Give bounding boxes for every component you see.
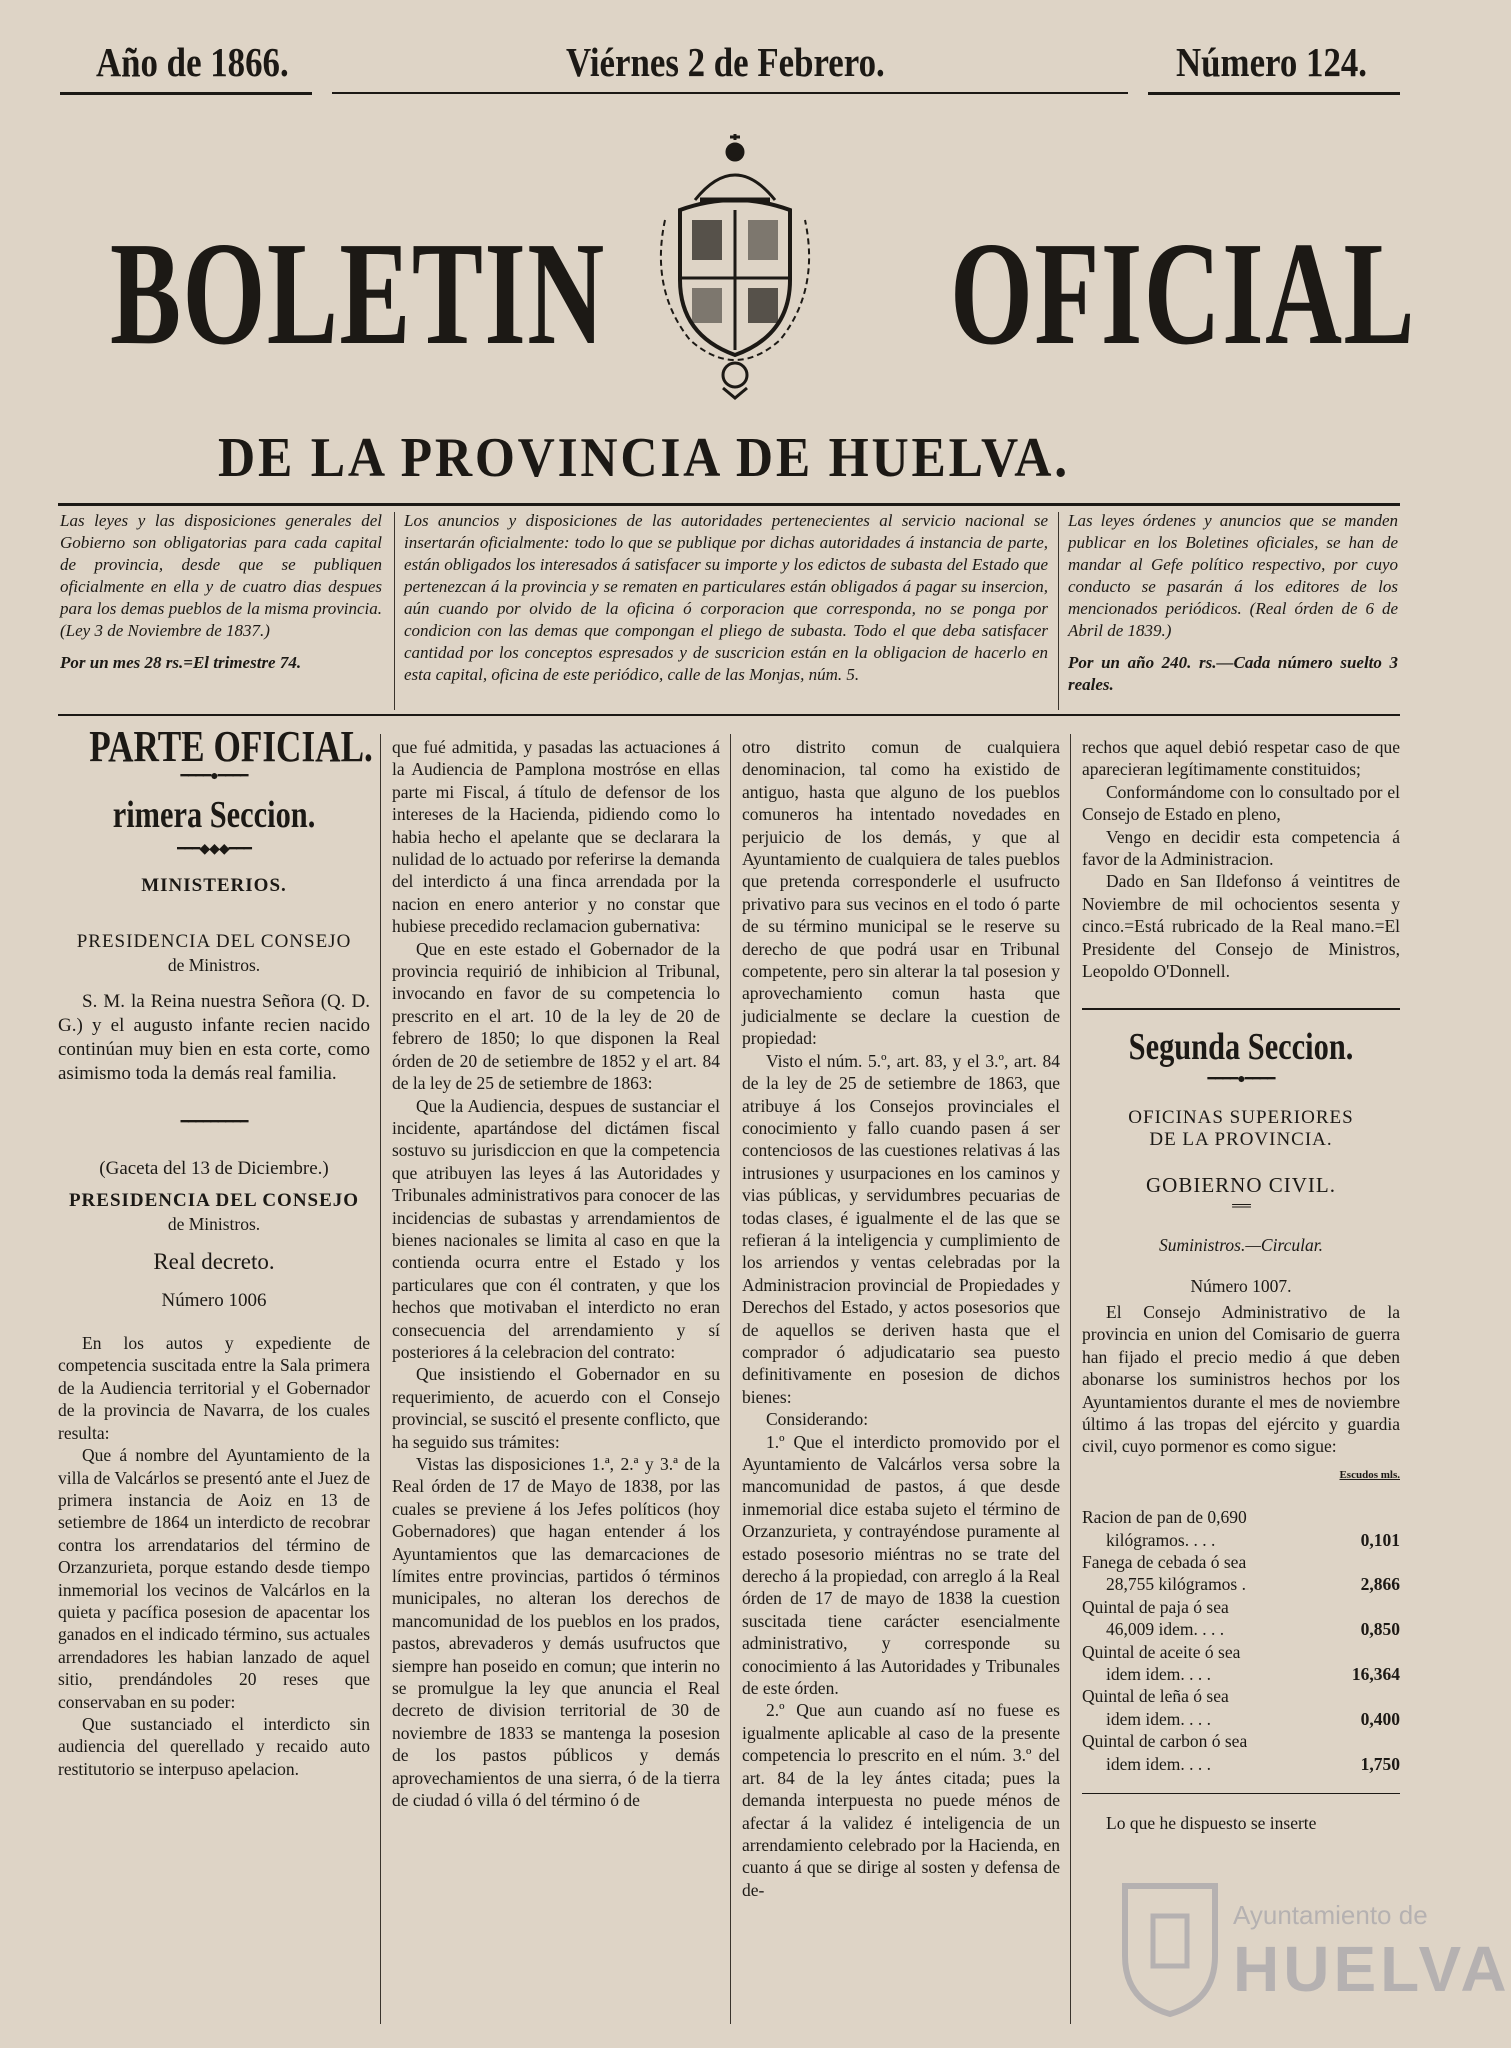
price-item-detail: idem idem. . . . xyxy=(1106,1664,1211,1684)
paragraph: Que sustanciado el interdicto sin audiencia del querellado y recaido auto restitutorio se interpuso apelacion. xyxy=(58,1713,370,1779)
price-item-line xyxy=(1082,1753,1400,1775)
price-item-detail: idem idem. . . . xyxy=(1106,1708,1211,1729)
circular-number: Número 1007. xyxy=(1190,1275,1292,1296)
price-item-detail: 28,755 kilógramos . xyxy=(1106,1574,1246,1595)
paragraph: Vistas las disposiciones 1.ª, 2.ª y 3.ª de la Real órden de 17 de Mayo de 1838, por las cuales se previene á los Jefes políticos (hoy Gobernadores) que hagan entender á los Ayuntamientos que las demarcaciones de límites entre provincias, partidos ó términos municipales, no alteran los derechos de mancomunidad de los pueblos en los prados, pastos, abrevaderos y demás usufructos que siempre han poseido en comun; que interin no se promulgue la ley que anuncia el Real decreto de division territorial de 30 de noviembre de 1833 se mantenga la posesion de los pastos públicos y demás aprovechamientos de una sierra, ó de la tierra de ciudad ó villa ó del término ó de xyxy=(392,1454,720,1811)
price-item-value: 0,101 xyxy=(1360,1529,1400,1550)
price-item-value: 0,850 xyxy=(1360,1619,1400,1640)
price-item-detail: kilógramos. . . . xyxy=(1106,1529,1216,1550)
ayuntamiento-watermark xyxy=(1115,1856,1511,2026)
coat-of-arms-icon xyxy=(640,130,830,400)
masthead-rule-left xyxy=(60,92,312,95)
column-1 xyxy=(58,722,373,1780)
notice-top-rule xyxy=(58,503,1400,506)
price-item-label: Quintal de leña ó sea xyxy=(1082,1686,1229,1707)
price-item-line xyxy=(1082,1618,1400,1640)
title-provincia: DE LA PROVINCIA DE HUELVA. xyxy=(218,427,1070,489)
paragraph: Que la Audiencia, despues de sustanciar el incidente, apartándose del dictámen fiscal sostuvo su jurisdiccion en que la competencia que atribuyen las leyes á las Autoridades y Tribunales administrativos para conocer de las incidencias de subastas y arrendamientos de bienes nacionales se limita al caso en que la contienda ocurra entre el Estado y los particulares que con él contraten, y que los hechos que motivaban el interdicto no eran consecuencia del arrendamiento y sí posteriores á la celebracion del contrato: xyxy=(392,1095,720,1362)
column-divider-1 xyxy=(380,734,381,2024)
oficinas-heading: OFICINAS SUPERIORES DE LA PROVINCIA. xyxy=(1128,1106,1354,1151)
column-2 xyxy=(392,736,720,1812)
ornament-divider: ━━━━━━━━━ xyxy=(180,1115,248,1131)
paragraph: En los autos y expediente de competencia suscitada entre la Sala primera de la Audiencia territorial y el Gobernador de la provincia de Navarra, de los cuales resulta: xyxy=(58,1333,370,1443)
watermark-line2: HUELVA xyxy=(1233,1933,1511,2005)
price-item xyxy=(1082,1506,1400,1551)
price-item xyxy=(1082,1551,1400,1596)
paragraph: Lo que he dispuesto se inserte xyxy=(1106,1813,1317,1834)
price-item-line xyxy=(1082,1708,1400,1730)
price-item-value: 16,364 xyxy=(1351,1664,1400,1684)
paragraph: S. M. la Reina nuestra Señora (Q. D. G.) y el augusto infante recien nacido continúan muy bien en esta corte, como asimismo toda la demás real familia. xyxy=(58,991,370,1085)
notice-left-text: Las leyes y las disposiciones generales del Gobierno son obligatorias para cada capital de provincia, desde que se publiquen oficialmente en ella y de cuatro dias despues para los demas pueblos de la misma provincia. (Ley 3 de Noviembre de 1837.) xyxy=(60,511,382,640)
paragraph: Visto el núm. 5.º, art. 83, y el 3.º, art. 84 de la ley de 25 de setiembre de 1863, que atribuye á los Consejos provinciales el conocimiento y fallo cuando pasen á ser contenciosos de las cuestiones relativas á las intrusiones y usurpaciones en los caminos y vias públicas, y servidumbres pecuarias de todas clases, é igualmente el de las que se refieran á la inteligencia y cumplimiento de los arriendos y ventas celebradas por la Administracion provincial de Propiedades y Derechos del Estado, y actos posesorios que de aquellos se deriven hasta que el comprador ó adjudicatario sea puesto definitivamente en posesion de dichos bienes: xyxy=(742,1050,1060,1407)
masthead-rule-right xyxy=(1148,92,1400,95)
title-oficial: OFICIAL xyxy=(950,212,1416,376)
price-item-value: 1,750 xyxy=(1360,1753,1400,1774)
ornament-divider: ━━━◆◆◆━━━ xyxy=(177,841,251,857)
notice-right xyxy=(1068,510,1398,696)
column-4 xyxy=(1082,736,1400,1834)
price-item-detail: idem idem. . . . xyxy=(1106,1753,1211,1774)
issue-date: Viérnes 2 de Febrero. xyxy=(566,39,885,85)
ornament-divider: ━━━━●━━━━ xyxy=(180,769,248,785)
paragraph: rechos que aquel debió respetar caso de que aparecieran legítimamente constituidos; xyxy=(1082,737,1400,780)
column-divider-2 xyxy=(730,734,731,2024)
parte-oficial-heading: PARTE OFICIAL. xyxy=(89,722,373,771)
price-item-line xyxy=(1082,1663,1400,1685)
notice-bottom-rule xyxy=(58,714,1400,716)
paragraph: Que insistiendo el Gobernador en su requerimiento, de acuerdo con el Consejo provincial, se suscitó el presente conflicto, que ha seguido sus trámites: xyxy=(392,1364,720,1452)
real-decreto-heading: Real decreto. xyxy=(153,1249,275,1275)
city-shield-icon xyxy=(1115,1866,1225,2016)
paragraph: Conformándome con lo consultado por el Consejo de Estado en pleno, xyxy=(1082,781,1400,825)
price-item xyxy=(1082,1730,1400,1775)
price-item xyxy=(1082,1596,1400,1641)
price-item-detail: 46,009 idem. . . . xyxy=(1106,1619,1225,1640)
watermark-line1: Ayuntamiento de xyxy=(1233,1900,1428,1930)
section-rule xyxy=(1082,1008,1400,1010)
suministros-heading: Suministros.—Circular. xyxy=(1158,1235,1323,1256)
notice-right-text: Las leyes órdenes y anuncios que se manden publicar en los Boletines oficiales, se han de mandar al Gefe político respectivo, por cuyo conducto se pasarán á los editores de los mencionados periódicos. (Real órden de 6 de Abril de 1839.) xyxy=(1068,511,1398,640)
primera-seccion-heading: rimera Seccion. xyxy=(112,794,316,837)
paragraph: Vengo en decidir esta competencia á favor de la Administracion. xyxy=(1082,826,1400,870)
title-boletin: BOLETIN xyxy=(110,212,606,376)
paragraph: 1.º Que el interdicto promovido por el Ayuntamiento de Valcárlos versa sobre la mancomunidad de pastos, á que desde inmemorial dice estaba sujeto el término de Orzanzurieta, y contrayéndose puramente al estado posesorio miéntras no se trate del derecho á la propiedad, con arreglo á la Real órden de 17 de mayo de 1838 la cuestion suscitada tiene carácter esencialmente administrativo, y corresponde su conocimiento á las Autoridades y Tribunales de este órden. xyxy=(742,1431,1060,1699)
gaceta-note: (Gaceta del 13 de Diciembre.) xyxy=(99,1158,329,1180)
considerando: Considerando: xyxy=(766,1409,869,1430)
price-list xyxy=(1082,1506,1400,1775)
paragraph: Que á nombre del Ayuntamiento de la villa de Valcárlos se presentó ante el Juez de primera instancia de Aoiz en 13 de setiembre de 1864 un interdicto de recobrar contra los arrendatarios del término de Orzanzurieta, porque estando desde tiempo inmemorial los vecinos de Valcárlos en la quieta y pacífica posesion de apacentar los ganados en el indicado término, sus actuales arrendadores les habian lanzado de aquel sitio, prendándoles 20 reses que conservaban en su poder: xyxy=(58,1445,370,1712)
price-item-label: Quintal de carbon ó sea xyxy=(1082,1731,1248,1752)
notice-divider-1 xyxy=(394,512,395,710)
price-list-rule xyxy=(1082,1793,1400,1794)
notice-left-price: Por un mes 28 rs.=El trimestre 74. xyxy=(60,653,302,672)
paragraph: otro distrito comun de cualquiera denominacion, tal como ha existido de antiguo, hasta que alguno de los pueblos comuneros ha intentado novedades en perjuicio de los demás, y que al Ayuntamiento de cualquiera de tales pueblos que pretenda corresponderle el usufructo privativo para sus vecinos en el todo ó parte de su término municipal se le reserve su derecho de que podrá usar en Tribunal competente, pero sin alterar la tal posesion y aprovechamiento comun hasta que judicialmente se declare la cuestion de propiedad: xyxy=(742,737,1060,1049)
paragraph: Que en este estado el Gobernador de la provincia requirió de inhibicion al Tribunal, invocando en favor de su competencia lo prescrito en el art. 10 de la ley de 20 de febrero de 1850; lo que disponen la Real órden de 20 de setiembre de 1852 y el art. 84 de la ley de 25 de setiembre de 1863: xyxy=(392,938,720,1094)
notice-left xyxy=(60,510,382,674)
price-item-line xyxy=(1082,1529,1400,1551)
paragraph: 2.º Que aun cuando así no fuese es igualmente aplicable al caso de la presente competencia lo prescrito en el núm. 3.º del art. 84 de la ley ántes citada; pues la demanda interpuesta no puede ménos de afectar á la validez é inteligencia de un arrendamiento celebrado por la Hacienda, en cuanto á que se dirige al sosten y defensa de de- xyxy=(742,1700,1060,1900)
price-item-line xyxy=(1082,1573,1400,1595)
segunda-seccion-heading: Segunda Seccion. xyxy=(1128,1026,1354,1069)
paragraph: El Consejo Administrativo de la provincia en union del Comisario de guerra han fijado el precio medio á que deben abonarse los suministros hechos por los Ayuntamientos durante el mes de noviembre último á las tropas del ejército y guardia civil, cuyo pormenor es como sigue: xyxy=(1082,1301,1400,1457)
price-item-value: 2,866 xyxy=(1360,1574,1400,1595)
escudos-header: Escudos mls. xyxy=(1339,1468,1400,1481)
ministerios-heading: MINISTERIOS. xyxy=(141,874,287,896)
price-item-value: 0,400 xyxy=(1360,1708,1400,1729)
presidencia-heading: PRESIDENCIA DEL CONSEJO xyxy=(76,931,352,953)
issue-year: Año de 1866. xyxy=(96,39,289,85)
ministros-subheading-2: de Ministros. xyxy=(167,1213,261,1234)
decree-number: Número 1006 xyxy=(161,1289,267,1311)
price-item-label: Quintal de paja ó sea xyxy=(1082,1596,1229,1617)
masthead-rule-mid xyxy=(332,92,1128,94)
ministros-subheading: de Ministros. xyxy=(167,954,261,975)
price-item xyxy=(1082,1641,1400,1686)
gobierno-civil-heading: GOBIERNO CIVIL. xyxy=(1146,1172,1336,1197)
price-item-label: Fanega de cebada ó sea xyxy=(1082,1551,1247,1572)
presidencia-heading-2: PRESIDENCIA DEL CONSEJO xyxy=(68,1190,360,1212)
price-item-label: Quintal de aceite ó sea xyxy=(1082,1641,1241,1662)
ornament-divider: ══ xyxy=(1232,1199,1250,1215)
notice-middle: Los anuncios y disposiciones de las autoridades pertenecientes al servicio nacional se insertarán oficialmente: todo lo que se publique por dichas autoridades á instancia de parte, están obligados los interesados á satisfacer su importe y los edictos de subasta del Estado que pertenezcan á la provincia y se rematen en particulares están obligados á pagar su insercion, aún cuando por olvido de la oficina ó corporacion que corresponda, no se ponga por condicion con las demas que compongan el pliego de subasta. Todo el que deba satisfacer cantidad por los conceptos espresados y de suscricion están en la obligacion de hacerlo en esta capital, oficina de este periódico, calle de las Monjas, núm. 5. xyxy=(404,511,1048,684)
paragraph: que fué admitida, y pasadas las actuaciones á la Audiencia de Pamplona mostróse en ellas parte mi Fiscal, á título de defensor de los intereses de la Hacienda, pidiendo como lo habia hecho el apelante que se declarara la nulidad de lo actuado por referirse la demanda del interdicto á una finca arrendada por la nacion en enero anterior y no constar que hubiese precedido reclamacion gubernativa: xyxy=(392,737,720,937)
column-3 xyxy=(742,736,1060,1901)
notice-right-price: Por un año 240. rs.—Cada número suelto 3 reales. xyxy=(1068,653,1398,694)
price-item xyxy=(1082,1685,1400,1730)
issue-number: Número 124. xyxy=(1176,39,1368,85)
price-item-label: Racion de pan de 0,690 xyxy=(1082,1507,1247,1528)
column-divider-3 xyxy=(1070,734,1071,2024)
ornament-divider: ━━━━●━━━━ xyxy=(1207,1071,1275,1087)
notice-divider-2 xyxy=(1058,512,1059,710)
paragraph: Dado en San Ildefonso á veintitres de Noviembre de mil ochocientos sesenta y cinco.=Está rubricado de la Real mano.=El Presidente del Consejo de Ministros, Leopoldo O'Donnell. xyxy=(1082,871,1400,982)
